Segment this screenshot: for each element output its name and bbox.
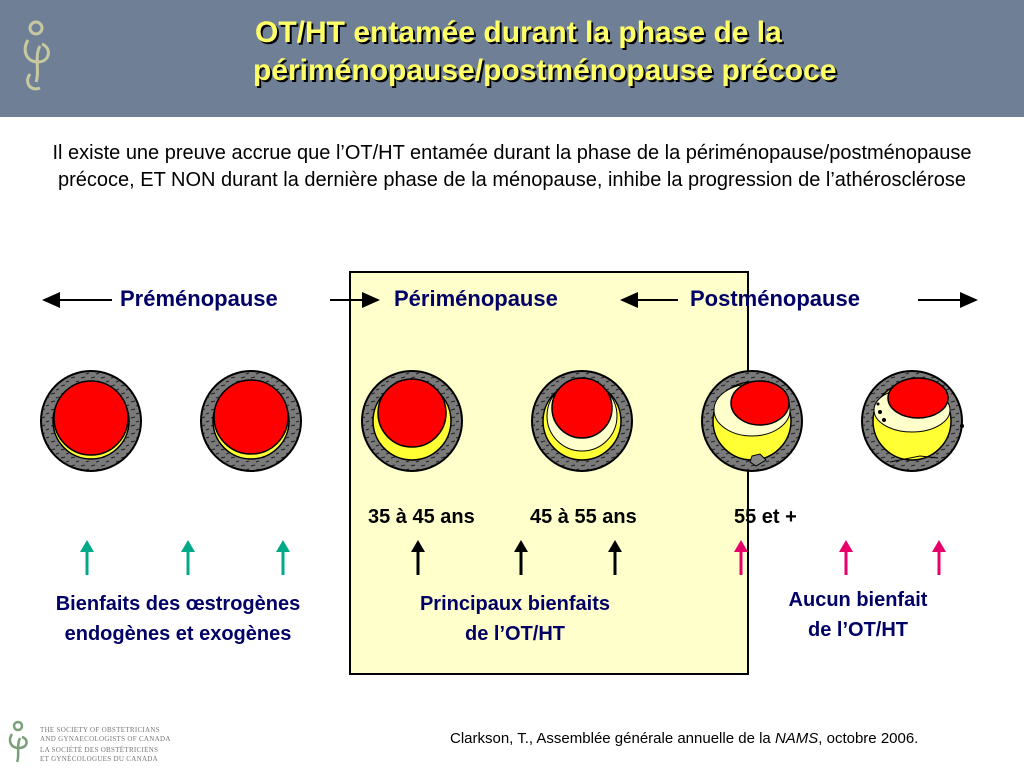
teal-arrow-1 [80,540,94,575]
note-right-line1: Aucun bienfait [788,589,928,611]
note-endogenous-benefits [22,589,334,649]
artery-cross-section-6 [862,371,964,471]
teal-arrow-2 [181,540,195,575]
sogc-footer-logo-icon [4,718,38,764]
note-main-benefits [382,589,648,649]
note-center-line1: Principaux bienfaits [419,593,611,615]
artery-cross-section-1 [41,371,141,471]
age-range-2: 45 à 55 ans [530,506,637,528]
black-arrow-1 [411,540,425,575]
footer-logo-line1: THE SOCIETY OF OBSTETRICIANS [40,726,160,734]
note-center-line2: de l’OT/HT [465,623,565,645]
note-right-line2: de l’OT/HT [808,619,908,641]
age-range-1: 35 à 45 ans [368,506,475,528]
note-left-line1: Bienfaits des œstrogènes [55,593,301,615]
intro-paragraph: Il existe une preuve accrue que l’OT/HT entamée durant la phase de la périménopause/postménopause précoce, ET NON durant la dernière phase de la ménopause, inhibe la progression de l’athérosclérose [52,142,972,191]
pink-arrow-1 [734,540,748,575]
citation-nams: NAMS [774,730,819,747]
pink-arrow-3 [932,540,946,575]
footer-logo-line2: AND GYNAECOLOGISTS OF CANADA [40,735,171,743]
label-premenopause: Préménopause [120,286,278,311]
label-perimenopause: Périménopause [394,286,558,311]
black-arrow-2 [514,540,528,575]
black-arrow-3 [608,540,622,575]
footer-logo-line4: ET GYNÉCOLOGUES DU CANADA [40,755,159,763]
slide-title-line2: périménopause/postménopause précoce [253,54,837,87]
note-left-line2: endogènes et exogènes [64,623,292,645]
teal-arrow-3 [276,540,290,575]
artery-cross-section-3 [362,371,462,471]
artery-cross-section-2 [201,371,301,471]
footer-logo-line3: LA SOCIÉTÉ DES OBSTÉTRICIENS [40,746,159,754]
benefit-arrows [80,540,946,575]
age-range-3: 55 et + [734,506,797,528]
citation-text: Clarkson, T., Assemblée générale annuelle de la [450,730,775,747]
artery-cross-section-4 [532,371,632,471]
pink-arrow-2 [839,540,853,575]
citation-date: , octobre 2006. [818,730,919,747]
citation [450,730,918,747]
slide-title-line1: OT/HT entamée durant la phase de la [255,16,782,49]
note-no-benefit [760,585,956,645]
label-postmenopause: Postménopause [690,286,860,311]
artery-cross-section-5 [702,371,802,471]
